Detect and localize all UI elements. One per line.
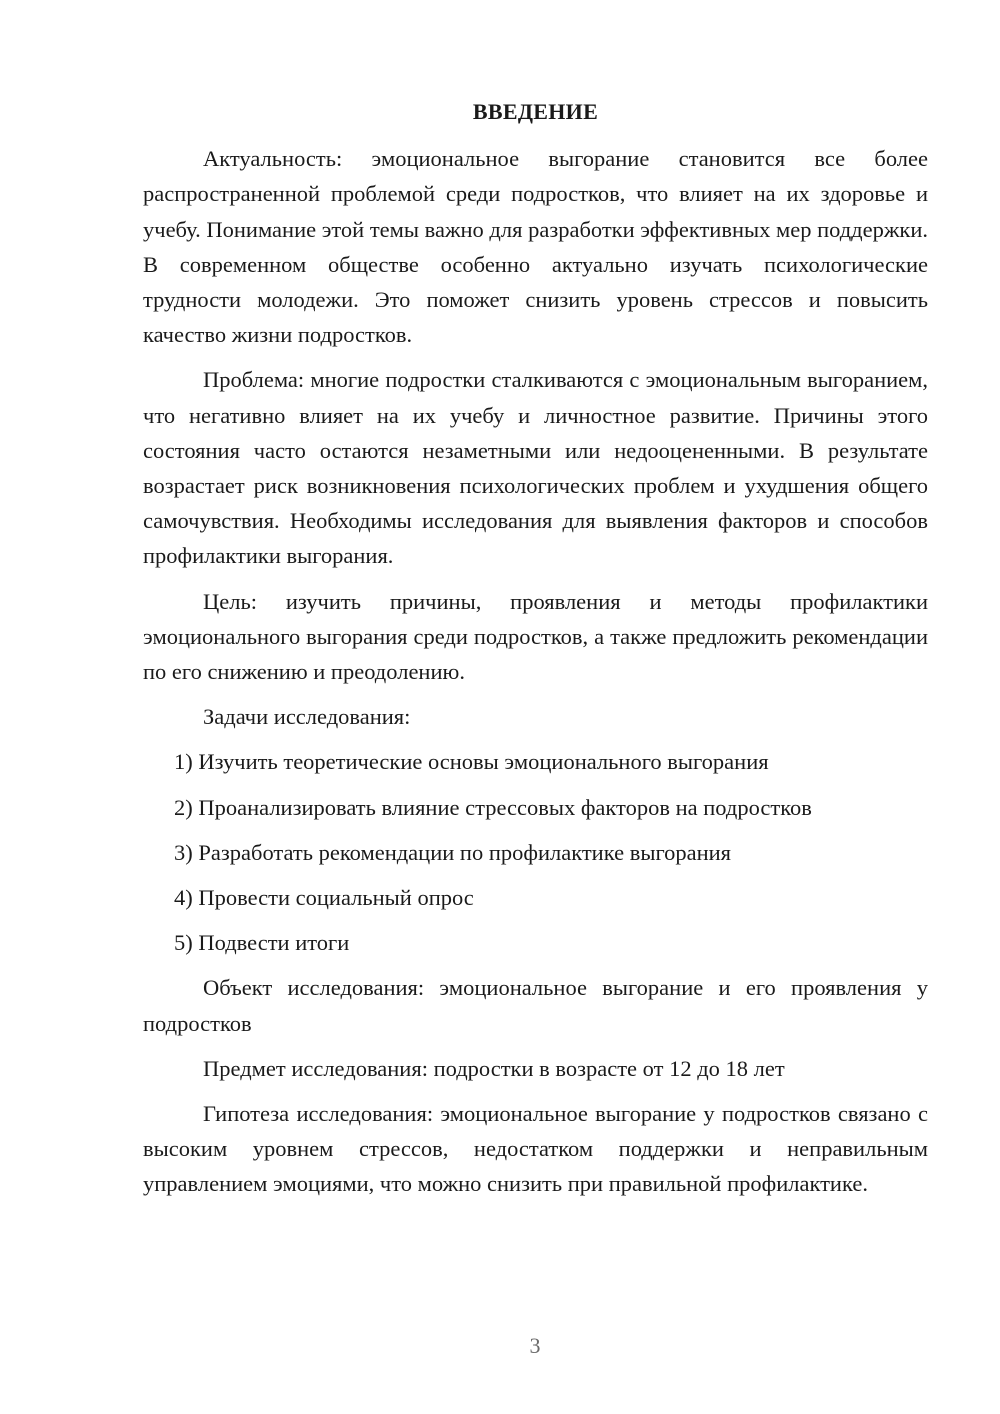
page-number: 3 <box>529 1333 541 1358</box>
subject-paragraph: Предмет исследования: подростки в возрасте от 12 до 18 лет <box>203 1055 785 1081</box>
tasks-list <box>143 744 928 960</box>
relevance-paragraph: Актуальность: эмоциональное выгорание становится все более распространенной проблемой среди подростков, что влияет на их здоровье и учебу. Понимание этой темы важно для разработки эффективных мер поддержки. В современном обществе особенно актуально изучать психологические трудности молодежи. Это поможет снизить уровень стрессов и повысить качество жизни подростков. <box>143 146 928 348</box>
object-paragraph: Объект исследования: эмоциональное выгорание и его проявления у подростков <box>143 975 928 1036</box>
problem-paragraph: Проблема: многие подростки сталкиваются с эмоциональным выгоранием, что негативно влияет на их учебу и личностное развитие. Причины этого состояния часто остаются незаметными или недооцененными. В результате возрастает риск возникновения психологических проблем и ухудшения общего самочувствия. Необходимы исследования для выявления факторов и способов профилактики выгорания. <box>143 367 928 569</box>
list-item: 1) Изучить теоретические основы эмоционального выгорания <box>174 749 769 775</box>
list-item: 3) Разработать рекомендации по профилактике выгорания <box>174 839 732 865</box>
list-item: 2) Проанализировать влияние стрессовых факторов на подростков <box>174 794 812 820</box>
list-item: 4) Провести социальный опрос <box>174 885 474 911</box>
list-item: 5) Подвести итоги <box>174 930 350 956</box>
page-content <box>143 94 928 1212</box>
hypothesis-paragraph: Гипотеза исследования: эмоциональное выгорание у подростков связано с высоким уровнем стрессов, недостатком поддержки и неправильным управлением эмоциями, что можно снизить при правильной профилактике. <box>143 1101 928 1197</box>
goal-paragraph: Цель: изучить причины, проявления и методы профилактики эмоционального выгорания среди подростков, а также предложить рекомендации по его снижению и преодолению. <box>143 588 928 685</box>
section-heading: ВВЕДЕНИЕ <box>472 99 599 124</box>
tasks-title: Задачи исследования: <box>203 704 411 730</box>
